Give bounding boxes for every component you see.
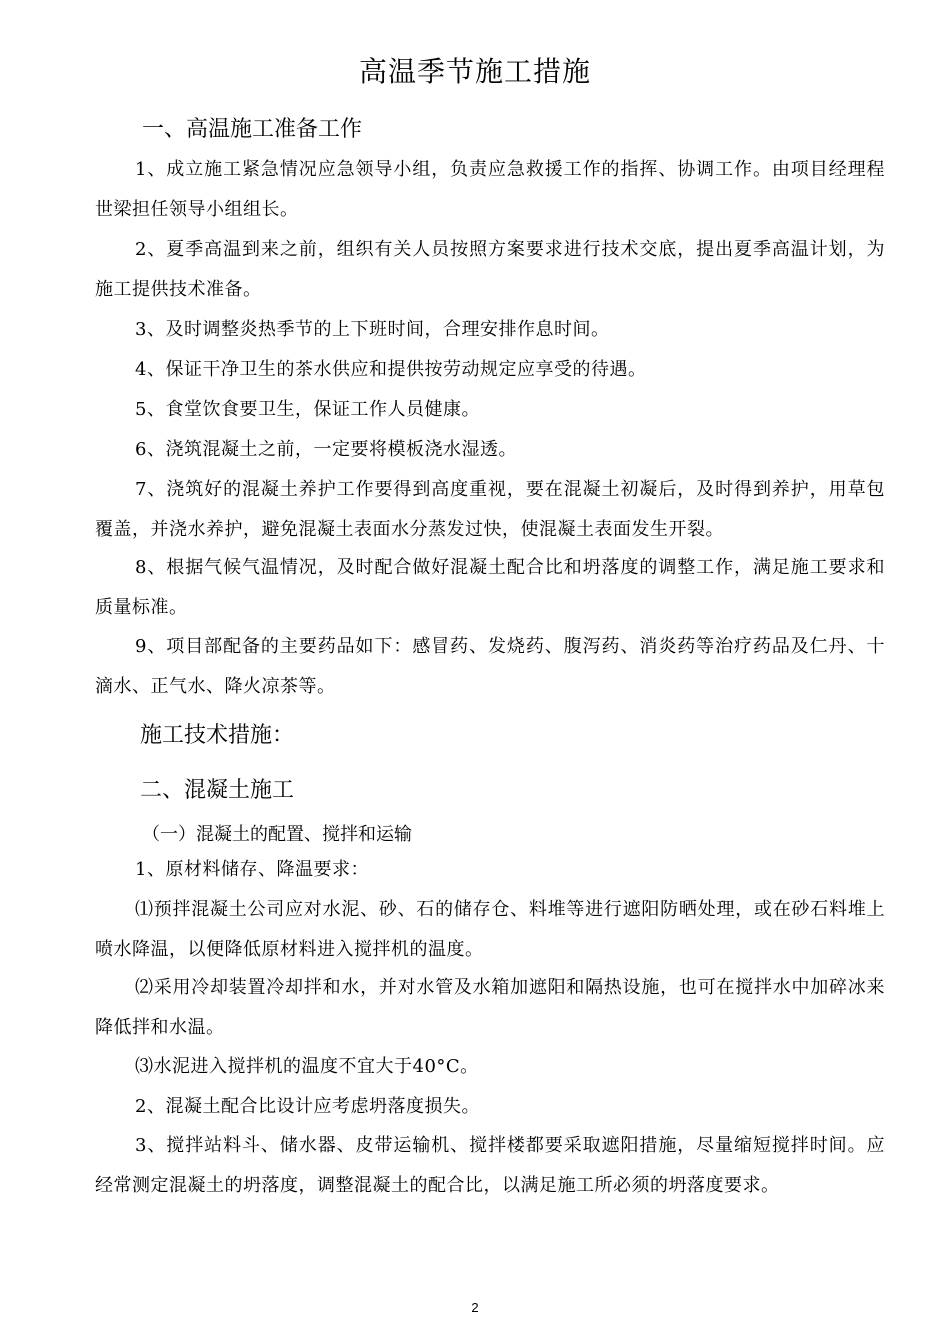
paragraph: 6、浇筑混凝土之前，一定要将模板浇水湿透。 — [135, 439, 517, 460]
page-number: 2 — [471, 1300, 479, 1315]
paragraph: 2、混凝土配合比设计应考虑坍落度损失。 — [135, 1096, 480, 1117]
paragraph: ⑶水泥进入搅拌机的温度不宜大于40°C。 — [135, 1056, 479, 1077]
paragraph: 7、浇筑好的混凝土养护工作要得到高度重视，要在混凝土初凝后，及时得到养护，用草包覆盖，并浇水养护，避免混凝土表面水分蒸发过快，使混凝土表面发生开裂。 — [95, 479, 885, 540]
paragraph: 9、项目部配备的主要药品如下：感冒药、发烧药、腹泻药、消炎药等治疗药品及仁丹、十滴水、正气水、降火凉茶等。 — [95, 636, 885, 697]
paragraph: ⑵采用冷却装置冷却拌和水，并对水管及水箱加遮阳和隔热设施，也可在搅拌水中加碎冰来降低拌和水温。 — [95, 977, 885, 1038]
section2-heading: 二、混凝土施工 — [140, 778, 295, 803]
paragraph: ⑴预拌混凝土公司应对水泥、砂、石的储存仓、料堆等进行遮阳防晒处理，或在砂石料堆上喷水降温，以便降低原材料进入搅拌机的温度。 — [95, 899, 885, 960]
paragraph: 8、根据气候气温情况，及时配合做好混凝土配合比和坍落度的调整工作，满足施工要求和质量标准。 — [95, 557, 885, 618]
paragraph: 1、成立施工紧急情况应急领导小组，负责应急救援工作的指挥、协调工作。由项目经理程世梁担任领导小组组长。 — [95, 159, 885, 220]
section1-heading: 一、高温施工准备工作 — [142, 117, 363, 142]
page-title: 高温季节施工措施 — [358, 55, 591, 88]
paragraph: 4、保证干净卫生的茶水供应和提供按劳动规定应享受的待遇。 — [135, 359, 647, 380]
paragraph: 5、食堂饮食要卫生，保证工作人员健康。 — [135, 399, 480, 420]
subsection1-heading: （一）混凝土的配置、搅拌和运输 — [142, 824, 412, 845]
paragraph: 3、及时调整炎热季节的上下班时间，合理安排作息时间。 — [135, 319, 610, 340]
tech-heading: 施工技术措施： — [140, 723, 295, 748]
paragraph: 3、搅拌站料斗、储水器、皮带运输机、搅拌楼都要采取遮阳措施，尽量缩短搅拌时间。应经常测定混凝土的坍落度，调整混凝土的配合比，以满足施工所必须的坍落度要求。 — [95, 1135, 885, 1196]
paragraph: 1、原材料储存、降温要求： — [135, 859, 369, 880]
paragraph: 2、夏季高温到来之前，组织有关人员按照方案要求进行技术交底，提出夏季高温计划，为施工提供技术准备。 — [95, 239, 885, 300]
